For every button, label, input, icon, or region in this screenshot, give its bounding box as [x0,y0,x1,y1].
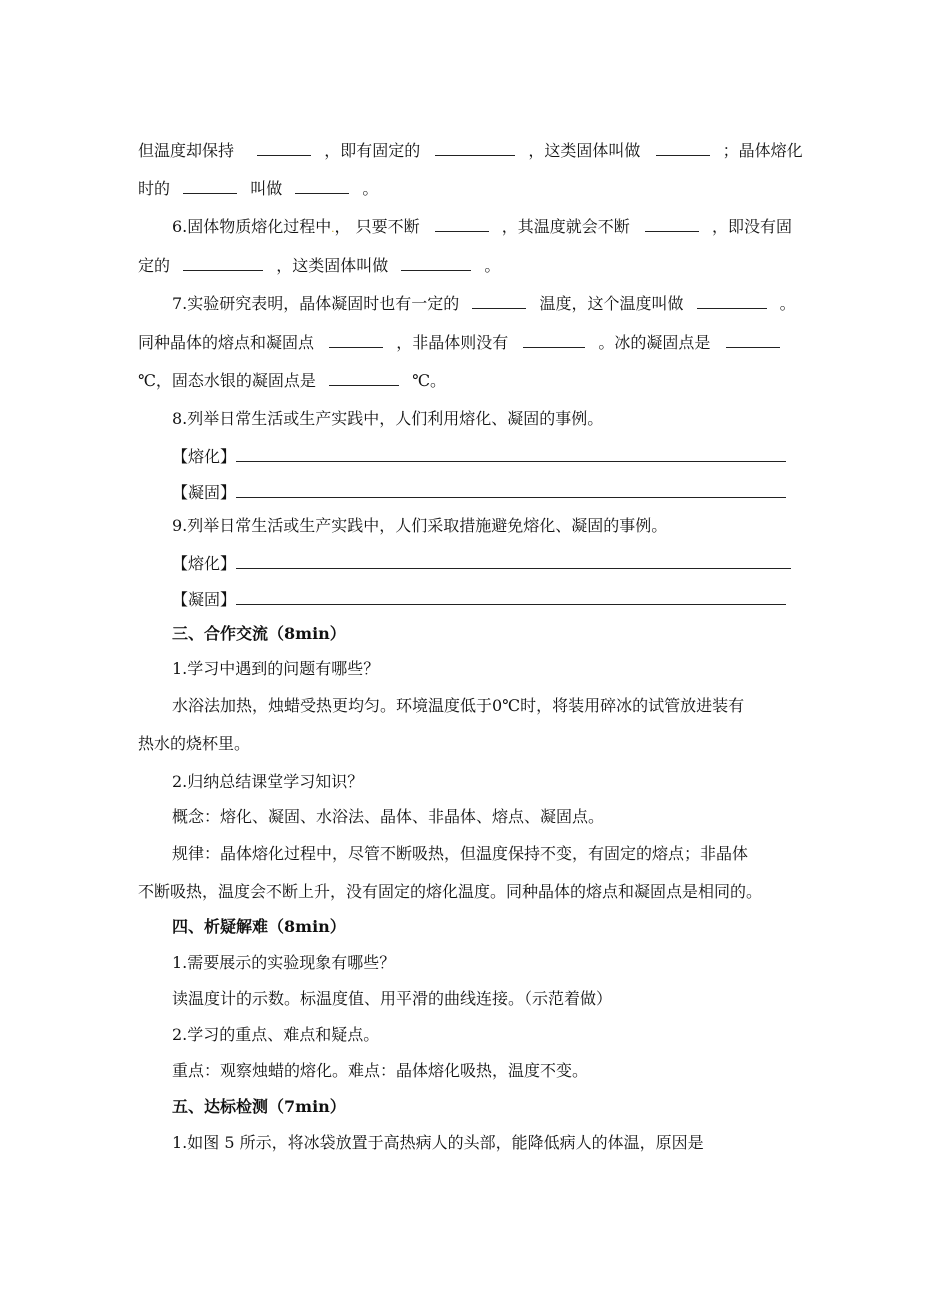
section-heading: 五、达标检测（7min） [172,1097,346,1116]
blank [472,293,526,309]
blank [329,332,383,348]
p9-freeze-line [172,589,786,610]
p8-title: 8.列举日常生活或生产实践中，人们利用熔化、凝固的事例。 [172,409,604,428]
text: 6.固体物质熔化过程中 [172,217,332,236]
text: ℃，固态水银的凝固点是 [138,371,316,390]
blank [645,216,699,232]
blank [183,255,263,271]
text: 。 [779,294,796,313]
p5-line2 [138,178,378,199]
answer: 水浴法加热，烛蜡受热更均匀。环境温度低于0℃时，将装用碎冰的试管放进装有 [172,696,745,715]
text: ，即有固定的 [324,141,421,160]
label: 【熔化】 [172,447,237,466]
text: 同种晶体的熔点和凝固点 [138,333,315,352]
answer-line [236,446,786,462]
text: 。 [362,179,379,198]
blank [435,140,515,156]
text: ，这类固体叫做 [276,256,389,275]
section-heading: 三、合作交流（8min） [172,624,346,643]
question: 1.需要展示的实验现象有哪些？ [172,953,396,972]
answer-line [236,482,786,498]
p7-line3 [138,370,446,391]
question: 2.学习的重点、难点和疑点。 [172,1025,380,1044]
blank [656,140,710,156]
answer-line [236,553,791,569]
text: ℃。 [412,371,446,390]
label: 【凝固】 [172,483,237,502]
blank [726,332,780,348]
answer: 不断吸热，温度会不断上升，没有固定的熔化温度。同种晶体的熔点和凝固点是相同的。 [138,882,763,901]
p9-melt-line [172,553,791,574]
blank [435,216,489,232]
p6-line1: 6.固体物质熔化过程中.， 只要不断 ，其温度就会不断 ，即没有固 [172,217,792,236]
p6-line2 [138,255,500,276]
blank [183,178,237,194]
text: ，这类固体叫做 [528,141,641,160]
answer: 重点：观察烛蜡的熔化。难点：晶体熔化吸热，温度不变。 [172,1061,589,1080]
answer-line [236,589,786,605]
text: 7.实验研究表明，晶体凝固时也有一定的 [172,294,460,313]
answer: 规律：晶体熔化过程中，尽管不断吸热，但温度保持不变，有固定的熔点；非晶体 [172,844,749,863]
blank [523,332,585,348]
p7-line1 [172,293,796,314]
question: 1.如图 5 所示，将冰袋放置于高热病人的头部，能降低病人的体温，原因是 [172,1133,704,1152]
p8-freeze-line [172,482,786,503]
text: 只要不断 [355,217,420,236]
p8-melt-line [172,446,786,467]
text: 但温度却保持 [138,141,235,160]
text: 时的 [138,179,171,198]
p7-line2 [138,332,780,353]
blank [697,293,767,309]
answer: 热水的烧杯里。 [138,734,251,753]
question: 2.归纳总结课堂学习知识？ [172,772,364,791]
text: ，即没有固 [711,217,792,236]
text: 定的 [138,256,171,275]
text: ，非晶体则没有 [396,333,509,352]
label: 【熔化】 [172,554,237,573]
text: 叫做 [250,179,283,198]
blank [401,255,471,271]
text: ；晶体熔化 [722,141,803,160]
blank [329,370,399,386]
p5-line1 [138,140,803,161]
label: 【凝固】 [172,590,237,609]
text: 温度，这个温度叫做 [539,294,684,313]
answer: 概念：熔化、凝固、水浴法、晶体、非晶体、熔点、凝固点。 [172,807,605,826]
p9-title: 9.列举日常生活或生产实践中，人们采取措施避免熔化、凝固的事例。 [172,516,668,535]
question: 1.学习中遇到的问题有哪些？ [172,659,380,678]
text: 。 [484,256,501,275]
text: ，其温度就会不断 [501,217,630,236]
answer: 读温度计的示数。标温度值、用平滑的曲线连接。（示范着做） [172,989,613,1008]
text: 。冰的凝固点是 [598,333,711,352]
blank [295,178,349,194]
blank [257,140,311,156]
section-heading: 四、析疑解难（8min） [172,917,346,936]
